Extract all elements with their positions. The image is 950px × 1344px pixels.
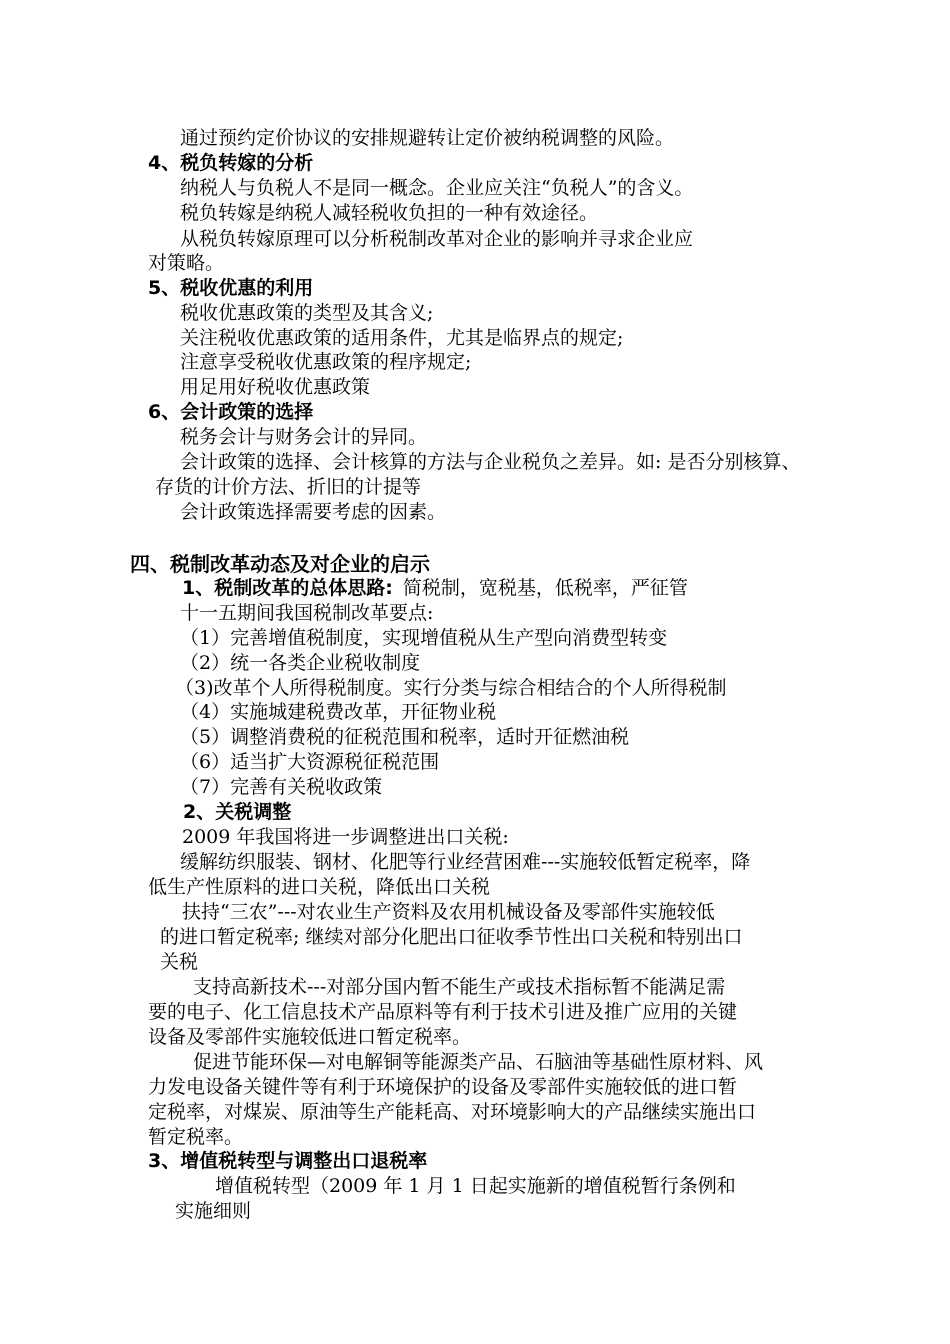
section-heading: 3、增值税转型与调整出口退税率 [148, 1150, 428, 1172]
text-line: 关税 [160, 951, 199, 973]
list-item: （4）实施城建税费改革，开征物业税 [180, 701, 497, 723]
list-item: （2）统一各类企业税收制度 [180, 652, 421, 674]
list-item: （1）完善增值税制度，实现增值税从生产型向消费型转变 [180, 627, 668, 649]
list-item: （6）适当扩大资源税征税范围 [180, 751, 440, 773]
list-item: （3)改革个人所得税制度。实行分类与综合相结合的个人所得税制 [175, 677, 727, 699]
section-heading: 6、会计政策的选择 [148, 401, 314, 423]
text-line: 设备及零部件实施较低进口暂定税率。 [148, 1026, 472, 1048]
text-line: 税负转嫁是纳税人减轻税收负担的一种有效途径。 [180, 202, 599, 224]
text-line: 定税率，对煤炭、原油等生产能耗高、对环境影响大的产品继续实施出口 [148, 1101, 757, 1123]
text-inline: 简税制，宽税基，低税率，严征管 [402, 577, 688, 599]
subsection-heading: 1、税制改革的总体思路: [182, 577, 393, 599]
text-line: 注意享受税收优惠政策的程序规定; [180, 351, 472, 373]
text-line: 促进节能环保—对电解铜等能源类产品、石脑油等基础性原材料、风 [193, 1051, 764, 1073]
text-line: 2009 年我国将进一步调整进出口关税: [182, 826, 509, 848]
text-line: 力发电设备关键件等有利于环境保护的设备及零部件实施较低的进口暂 [148, 1076, 738, 1098]
text-line: 低生产性原料的进口关税，降低出口关税 [148, 876, 491, 898]
text-line: 缓解纺织服装、钢材、化肥等行业经营困难---实施较低暂定税率，降 [180, 851, 751, 873]
text-line: 的进口暂定税率; 继续对部分化肥出口征收季节性出口关税和特别出口 [160, 926, 743, 948]
list-item: （5）调整消费税的征税范围和税率，适时开征燃油税 [180, 726, 630, 748]
text-line: 会计政策的选择、会计核算的方法与企业税负之差异。如: 是否分别核算、 [180, 451, 801, 473]
chapter-heading: 四、税制改革动态及对企业的启示 [130, 552, 430, 576]
subsection-line [182, 576, 688, 600]
text-line: 扶持“三农”---对农业生产资料及农用机械设备及零部件实施较低 [182, 901, 715, 923]
subsection-heading: 2、关税调整 [183, 801, 292, 823]
text-line: 税务会计与财务会计的异同。 [180, 426, 428, 448]
text-line: 通过预约定价协议的安排规避转让定价被纳税调整的风险。 [180, 127, 675, 149]
text-line: 增值税转型（2009 年 1 月 1 日起实施新的增值税暂行条例和 [215, 1175, 736, 1197]
text-line: 十一五期间我国税制改革要点: [180, 602, 434, 624]
text-line: 对策略。 [148, 252, 225, 274]
section-heading: 5、税收优惠的利用 [148, 277, 314, 299]
text-line: 纳税人与负税人不是同一概念。企业应关注“负税人”的含义。 [180, 177, 694, 199]
text-line: 暂定税率。 [148, 1126, 244, 1148]
text-line: 支持高新技术---对部分国内暂不能生产或技术指标暂不能满足需 [193, 976, 726, 998]
text-line: 要的电子、化工信息技术产品原料等有利于技术引进及推广应用的关键 [148, 1001, 738, 1023]
text-line: 实施细则 [175, 1200, 252, 1222]
text-line: 税收优惠政策的类型及其含义; [180, 302, 434, 324]
text-line: 会计政策选择需要考虑的因素。 [180, 501, 447, 523]
section-heading: 4、税负转嫁的分析 [148, 152, 314, 174]
list-item: （7）完善有关税收政策 [180, 776, 383, 798]
text-line: 用足用好税收优惠政策 [180, 376, 371, 398]
text-line: 存货的计价方法、折旧的计提等 [155, 476, 422, 498]
text-line: 从税负转嫁原理可以分析税制改革对企业的影响并寻求企业应 [180, 228, 694, 250]
text-line: 关注税收优惠政策的适用条件，尤其是临界点的规定; [180, 327, 624, 349]
